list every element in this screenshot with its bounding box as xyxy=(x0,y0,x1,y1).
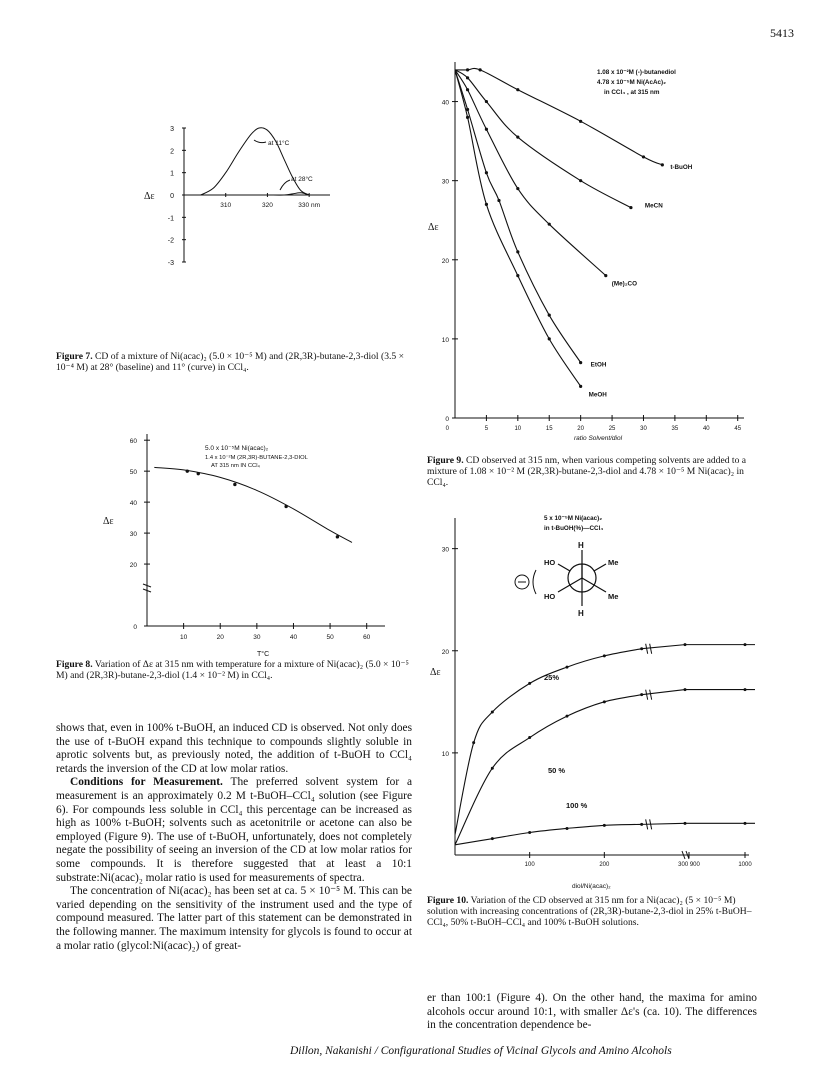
figure-7-ytick-label: -2 xyxy=(167,237,174,245)
figure-7-xtick-label: 320 xyxy=(261,202,273,209)
figure-10-data-point xyxy=(566,715,569,718)
figure-7-curve-11C xyxy=(201,128,309,195)
figure-7-caption xyxy=(56,351,412,373)
figure-10-data-point xyxy=(472,741,475,744)
figure-9-data-point xyxy=(466,116,469,119)
running-footer: Dillon, Nakanishi / Configurational Studies of Vicinal Glycols and Amino Alcohols xyxy=(290,1045,672,1057)
figure-8-data-point xyxy=(336,535,339,538)
figure-10-data-point xyxy=(640,647,643,650)
figure-10-xtick-label: 300 900 xyxy=(678,862,700,868)
figure-9-data-point xyxy=(579,385,582,388)
figure-10-series-line-ext xyxy=(642,690,755,695)
figure-10-data-point xyxy=(640,823,643,826)
figure-10-series-break xyxy=(646,690,652,700)
figure-9-data-point xyxy=(548,337,551,340)
figure-9-data-point xyxy=(479,68,482,71)
figure-9-xtick-label: 0 xyxy=(445,426,449,432)
figure-10-data-point xyxy=(684,688,687,691)
figure-9-data-point xyxy=(485,100,488,103)
figure-9-ytick-label: 30 xyxy=(441,178,449,186)
figure-8-xlabel: T°C xyxy=(257,651,270,658)
figure-8-fit-curve xyxy=(154,467,352,542)
figure-7-ytick-label: -3 xyxy=(167,260,174,267)
figure-7-ytick-label: 2 xyxy=(170,148,174,156)
figure-9-data-point xyxy=(466,88,469,91)
figure-9-caption xyxy=(427,455,757,489)
figure-8-xtick-label: 60 xyxy=(363,634,371,641)
figure-9-data-point xyxy=(516,136,519,139)
figure-10-data-point xyxy=(684,822,687,825)
paragraph-2-text: The preferred solvent system for a measurement is an approximately 0.2 M t-BuOH–CCl₄ solution (see Figure 6). For compounds less soluble in CCl₄ this percentage can be increased as high as 100% t-BuOH; solvents such as acetonitrile or acetone can also be employed (Figure 9). The use of t-BuOH, unfortunately, does not completely negate the possibility of seeing an inversion of the CD at low molar ratios for some compounds. It is therefore suggested that at least a 10:1 substrate:Ni(acac)₂ molar ratio is used for measurements of spectra. xyxy=(56,776,413,884)
figure-8-legend-1: 5.0 x 10⁻⁵M Ni(acac)₂ xyxy=(205,445,269,452)
svg-text:H: H xyxy=(578,609,584,618)
figure-7-pointer-2 xyxy=(280,180,290,190)
paragraph-1: shows that, even in 100% t-BuOH, an induced CD is observed. Not only does the use of t-BuOH expand this technique to compounds slightly soluble in aprotic solvents but, as previously noted, the addition of t-BuOH to CCl₄ retards the inversion of the CD at low molar ratios. xyxy=(56,722,412,775)
page-number: 5413 xyxy=(770,26,794,40)
figure-10-caption-label: Figure 10. xyxy=(427,895,469,906)
figure-8-data-point xyxy=(284,505,287,508)
figure-8-ytick-label: 60 xyxy=(129,438,137,446)
figure-10-xtick-label: 1000 xyxy=(738,862,752,868)
figure-10-series-label: 50 % xyxy=(548,766,566,775)
figure-8-ytick-label: 40 xyxy=(129,500,137,508)
figure-9-data-point xyxy=(604,274,607,277)
figure-9-xtick-label: 15 xyxy=(545,426,553,432)
figure-9-data-point xyxy=(485,171,488,174)
newman-projection xyxy=(515,541,618,618)
figure-9-legend-1: 1.08 x 10⁻²M (-)-butanediol xyxy=(597,69,676,76)
figure-8-data-point xyxy=(186,469,189,472)
figure-9-data-point xyxy=(579,120,582,123)
figure-8-ylabel: Δε xyxy=(103,516,114,527)
figure-8-ytick-label: 20 xyxy=(129,562,137,570)
figure-10-ytick-label: 20 xyxy=(441,648,449,656)
figure-7-pointer xyxy=(254,140,266,143)
figure-9-caption-label: Figure 9. xyxy=(427,455,464,466)
figure-8-xtick-label: 30 xyxy=(253,634,261,641)
figure-9-data-point xyxy=(548,223,551,226)
figure-10-data-point xyxy=(566,827,569,830)
body-text-right xyxy=(427,992,757,1033)
figure-9-data-point xyxy=(579,361,582,364)
figure-9-data-point xyxy=(466,68,469,71)
figure-9-series-label: MeCN xyxy=(644,202,663,210)
figure-9-data-point xyxy=(516,187,519,190)
figure-9-series-line xyxy=(455,70,581,363)
figure-7-ytick-label: -1 xyxy=(167,215,174,223)
figure-9-legend-2: 4.78 x 10⁻⁵M Ni(AcAc)₂ xyxy=(597,79,666,86)
figure-10-series-label: 100 % xyxy=(566,801,588,810)
figure-10-series-label: 25% xyxy=(544,673,560,682)
figure-9-data-point xyxy=(516,250,519,253)
body-text-left xyxy=(56,722,412,953)
svg-text:Me: Me xyxy=(608,558,619,567)
figure-9-xlabel: ratio Solvent/diol xyxy=(574,435,623,442)
figure-10-data-point xyxy=(744,688,747,691)
figure-10-ytick-label: 10 xyxy=(441,750,449,758)
svg-text:Me: Me xyxy=(608,592,619,601)
figure-8-caption-label: Figure 8. xyxy=(56,659,93,670)
figure-10-caption xyxy=(427,895,757,929)
figure-8-ytick-label: 50 xyxy=(129,469,137,477)
figure-10-data-point xyxy=(603,824,606,827)
figure-8-xtick-label: 20 xyxy=(216,634,224,641)
figure-8-legend-3: AT 315 nm IN CCl₄ xyxy=(211,463,260,469)
figure-9-data-point xyxy=(629,206,632,209)
figure-10-data-point xyxy=(744,822,747,825)
figure-9-data-point xyxy=(485,128,488,131)
figure-8-caption xyxy=(56,659,412,681)
figure-10-data-point xyxy=(744,643,747,646)
figure-8-caption-text: Variation of Δε at 315 nm with temperature for a mixture of Ni(acac)₂ (5.0 × 10⁻⁵ M) and (2R,3R)-butane-2,3-diol (1.4 × 10⁻² M) in CCl₄. xyxy=(56,659,409,682)
figure-9-ytick-label: 10 xyxy=(441,336,449,344)
figure-8-legend-2: 1.4 x 10⁻²M (2R,3R)-BUTANE-2,3-DIOL xyxy=(205,455,308,461)
figure-7-chart xyxy=(140,120,340,270)
figure-10-data-point xyxy=(528,682,531,685)
figure-9-data-point xyxy=(466,76,469,79)
figure-9-series-label: EtOH xyxy=(590,361,607,369)
figure-9-data-point xyxy=(497,199,500,202)
figure-7-ylabel: Δε xyxy=(144,191,155,202)
figure-8-data-point xyxy=(197,472,200,475)
figure-9-data-point xyxy=(661,163,664,166)
figure-7-caption-label: Figure 7. xyxy=(56,351,93,362)
paragraph-2-heading: Conditions for Measurement. xyxy=(70,776,223,789)
figure-9-ytick-label: 40 xyxy=(441,99,449,107)
svg-text:HO: HO xyxy=(544,592,556,601)
figure-10-data-point xyxy=(491,837,494,840)
figure-10-xlabel: diol/Ni(acac)₂ xyxy=(572,883,611,890)
figure-10-data-point xyxy=(528,831,531,834)
figure-9-series-label: (Me)₂CO xyxy=(611,280,637,288)
figure-10-data-point xyxy=(528,736,531,739)
paragraph-2 xyxy=(56,776,412,885)
svg-text:H: H xyxy=(578,541,584,550)
figure-9-data-point xyxy=(516,274,519,277)
figure-10-caption-text: Variation of the CD observed at 315 nm for a Ni(acac)₂ (5 × 10⁻⁵ M) solution with increasing concentrations of (2R,3R)-butane-2,3-diol in 25% t-BuOH–CCl₄, 50% t-BuOH–CCl₄ and 100% t-BuOH solutions. xyxy=(427,895,752,929)
figure-9-data-point xyxy=(485,203,488,206)
figure-7-ytick-label: 0 xyxy=(170,193,174,200)
figure-10-series-break xyxy=(646,644,652,654)
svg-text:HO: HO xyxy=(544,558,556,567)
figure-7-label-11C: at 11°C xyxy=(268,140,290,147)
figure-9-xtick-label: 25 xyxy=(608,426,616,432)
figure-9-chart xyxy=(414,56,759,446)
figure-10-data-point xyxy=(603,700,606,703)
figure-10-ytick-label: 30 xyxy=(441,546,449,554)
figure-10-legend-1: 5 x 10⁻⁵M Ni(acac)₂ xyxy=(544,515,603,522)
figure-10-ylabel: Δε xyxy=(430,667,441,678)
figure-8-data-point xyxy=(233,483,236,486)
figure-7-xtick-label: 310 xyxy=(220,202,232,209)
figure-9-data-point xyxy=(642,155,645,158)
figure-9-series-line xyxy=(455,70,581,387)
figure-10-data-point xyxy=(603,654,606,657)
figure-10-legend-2: in t-BuOH(%)—CCl₄ xyxy=(544,525,604,532)
figure-8-xtick-label: 40 xyxy=(289,634,298,641)
figure-10-data-point xyxy=(684,643,687,646)
figure-10-series-line-ext xyxy=(642,823,755,824)
figure-9-data-point xyxy=(579,179,582,182)
figure-9-data-point xyxy=(548,314,551,317)
figure-7-xtick-label: 330 nm xyxy=(298,202,320,209)
figure-8-xtick-label: 50 xyxy=(326,634,334,641)
figure-10-data-point xyxy=(640,693,643,696)
figure-7-ytick-label: 3 xyxy=(170,126,174,133)
figure-9-caption-text: CD observed at 315 nm, when various competing solvents are added to a mixture of 1.08 × 10⁻² M (2R,3R)-butane-2,3-diol and 4.78 × 10⁻⁵ M Ni(acac)₂ in CCl₄. xyxy=(427,455,747,489)
paragraph-3: The concentration of Ni(acac)₂ has been set at ca. 5 × 10⁻⁵ M. This can be varied depending on the sensitivity of the instrument used and the type of compound measured. The latter part of this statement can be demonstrated in the following manner. The maximum intensity for glycols is found to occur at a molar ratio (glycol:Ni(acac)₂) of great- xyxy=(56,885,412,952)
figure-9-xtick-label: 10 xyxy=(514,426,522,432)
figure-9-data-point xyxy=(516,88,519,91)
figure-10-series-line xyxy=(455,824,642,844)
paragraph-4: er than 100:1 (Figure 4). On the other hand, the maxima for amino alcohols occur around 10:1, with smaller Δε's (ca. 10). The differences in the concentration dependence be- xyxy=(427,992,757,1032)
figure-9-xtick-label: 30 xyxy=(640,426,647,432)
figure-9-xtick-label: 40 xyxy=(702,426,710,432)
figure-9-legend-3: in CCl₄ , at 315 nm xyxy=(604,89,660,96)
figure-10-xtick-label: 200 xyxy=(599,862,610,868)
figure-9-series-label: t-BuOH xyxy=(670,163,693,171)
figure-8-ytick-label: 0 xyxy=(133,624,137,631)
figure-8-chart xyxy=(95,428,395,660)
figure-8-xtick-label: 10 xyxy=(179,634,188,641)
figure-10-data-point xyxy=(566,666,569,669)
figure-9-ytick-label: 0 xyxy=(445,416,449,423)
figure-9-ytick-label: 20 xyxy=(441,257,449,265)
figure-9-series-label: MeOH xyxy=(588,391,607,399)
figure-7-ytick-label: 1 xyxy=(170,170,174,178)
figure-8-ytick-label: 30 xyxy=(129,531,137,539)
figure-10-chart xyxy=(414,508,759,892)
figure-10-data-point xyxy=(491,767,494,770)
figure-9-ylabel: Δε xyxy=(428,222,439,233)
figure-9-series-line xyxy=(455,70,606,276)
figure-9-xtick-label: 35 xyxy=(671,426,679,432)
figure-7-label-28C: at 28°C xyxy=(291,176,313,183)
figure-7-caption-text: CD of a mixture of Ni(acac)₂ (5.0 × 10⁻⁵ M) and (2R,3R)-butane-2,3-diol (3.5 × 10⁻⁴ M) at 28° (baseline) and 11° (curve) in CCl₄. xyxy=(56,351,404,374)
figure-9-xtick-label: 45 xyxy=(734,426,742,432)
figure-9-xtick-label: 20 xyxy=(577,426,584,432)
figure-10-data-point xyxy=(491,711,494,714)
figure-10-xtick-label: 100 xyxy=(524,862,535,868)
figure-10-series-line-ext xyxy=(642,645,755,649)
figure-9-xtick-label: 5 xyxy=(484,426,489,432)
